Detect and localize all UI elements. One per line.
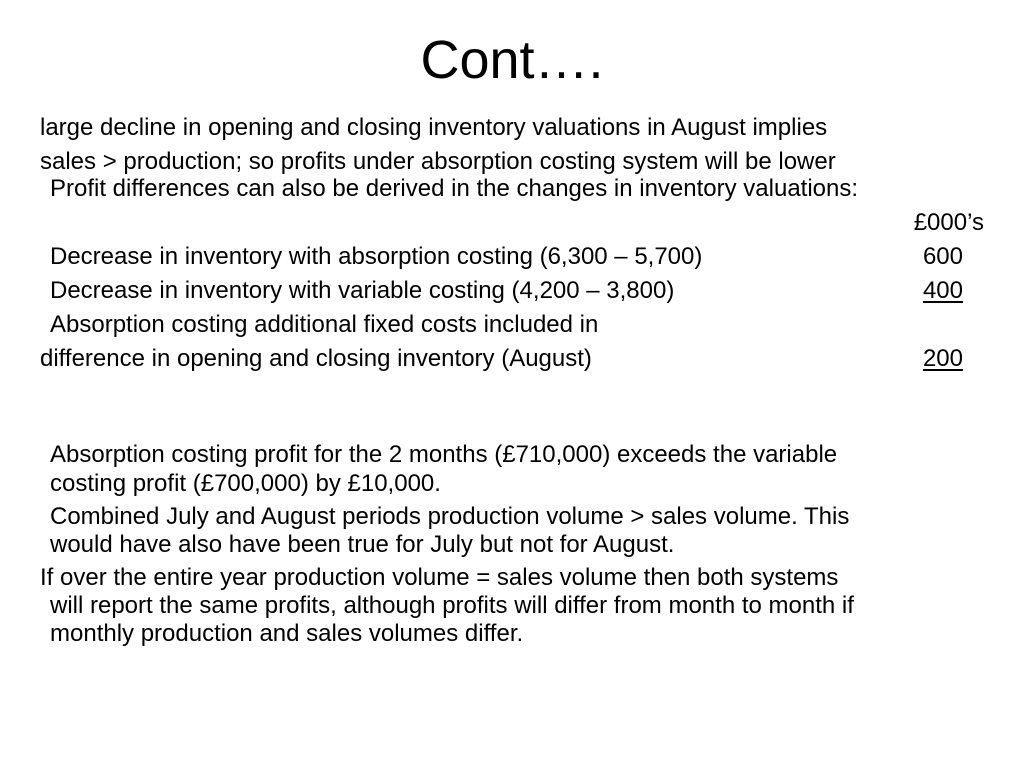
note-1-line-1: Absorption costing profit for the 2 months (£710,000) exceeds the variable [50,441,838,468]
note-2-line-1: Combined July and August periods production volume > sales volume. This [50,503,850,530]
note-1-line-2: costing profit (£700,000) by £10,000. [50,470,441,497]
table-heading: Profit differences can also be derived in the changes in inventory valuations: [50,175,859,202]
row-label-absorption-decrease: Decrease in inventory with absorption costing (6,300 – 5,700) [50,243,703,270]
note-3-line-2: will report the same profits, although profits will differ from month to month if [50,592,854,619]
row-label-variable-decrease: Decrease in inventory with variable costing (4,200 – 3,800) [50,277,675,304]
intro-line-1: large decline in opening and closing inventory valuations in August implies [40,114,828,141]
note-3-line-3: monthly production and sales volumes differ. [50,620,524,647]
note-3-line-1: If over the entire year production volume = sales volume then both systems [40,564,839,591]
unit-label: £000’s [913,209,984,236]
row-value-difference: 200 [922,345,963,372]
row-value-variable-decrease: 400 [922,277,963,304]
note-2-line-2: would have also have been true for July but not for August. [50,531,675,558]
row-label-difference: difference in opening and closing inventory (August) [40,345,592,372]
row-label-fixed-costs: Absorption costing additional fixed costs included in [50,311,599,338]
row-value-absorption-decrease: 600 [922,243,963,270]
slide-title: Cont…. [420,30,604,90]
intro-line-2: sales > production; so profits under absorption costing system will be lower [40,148,836,175]
